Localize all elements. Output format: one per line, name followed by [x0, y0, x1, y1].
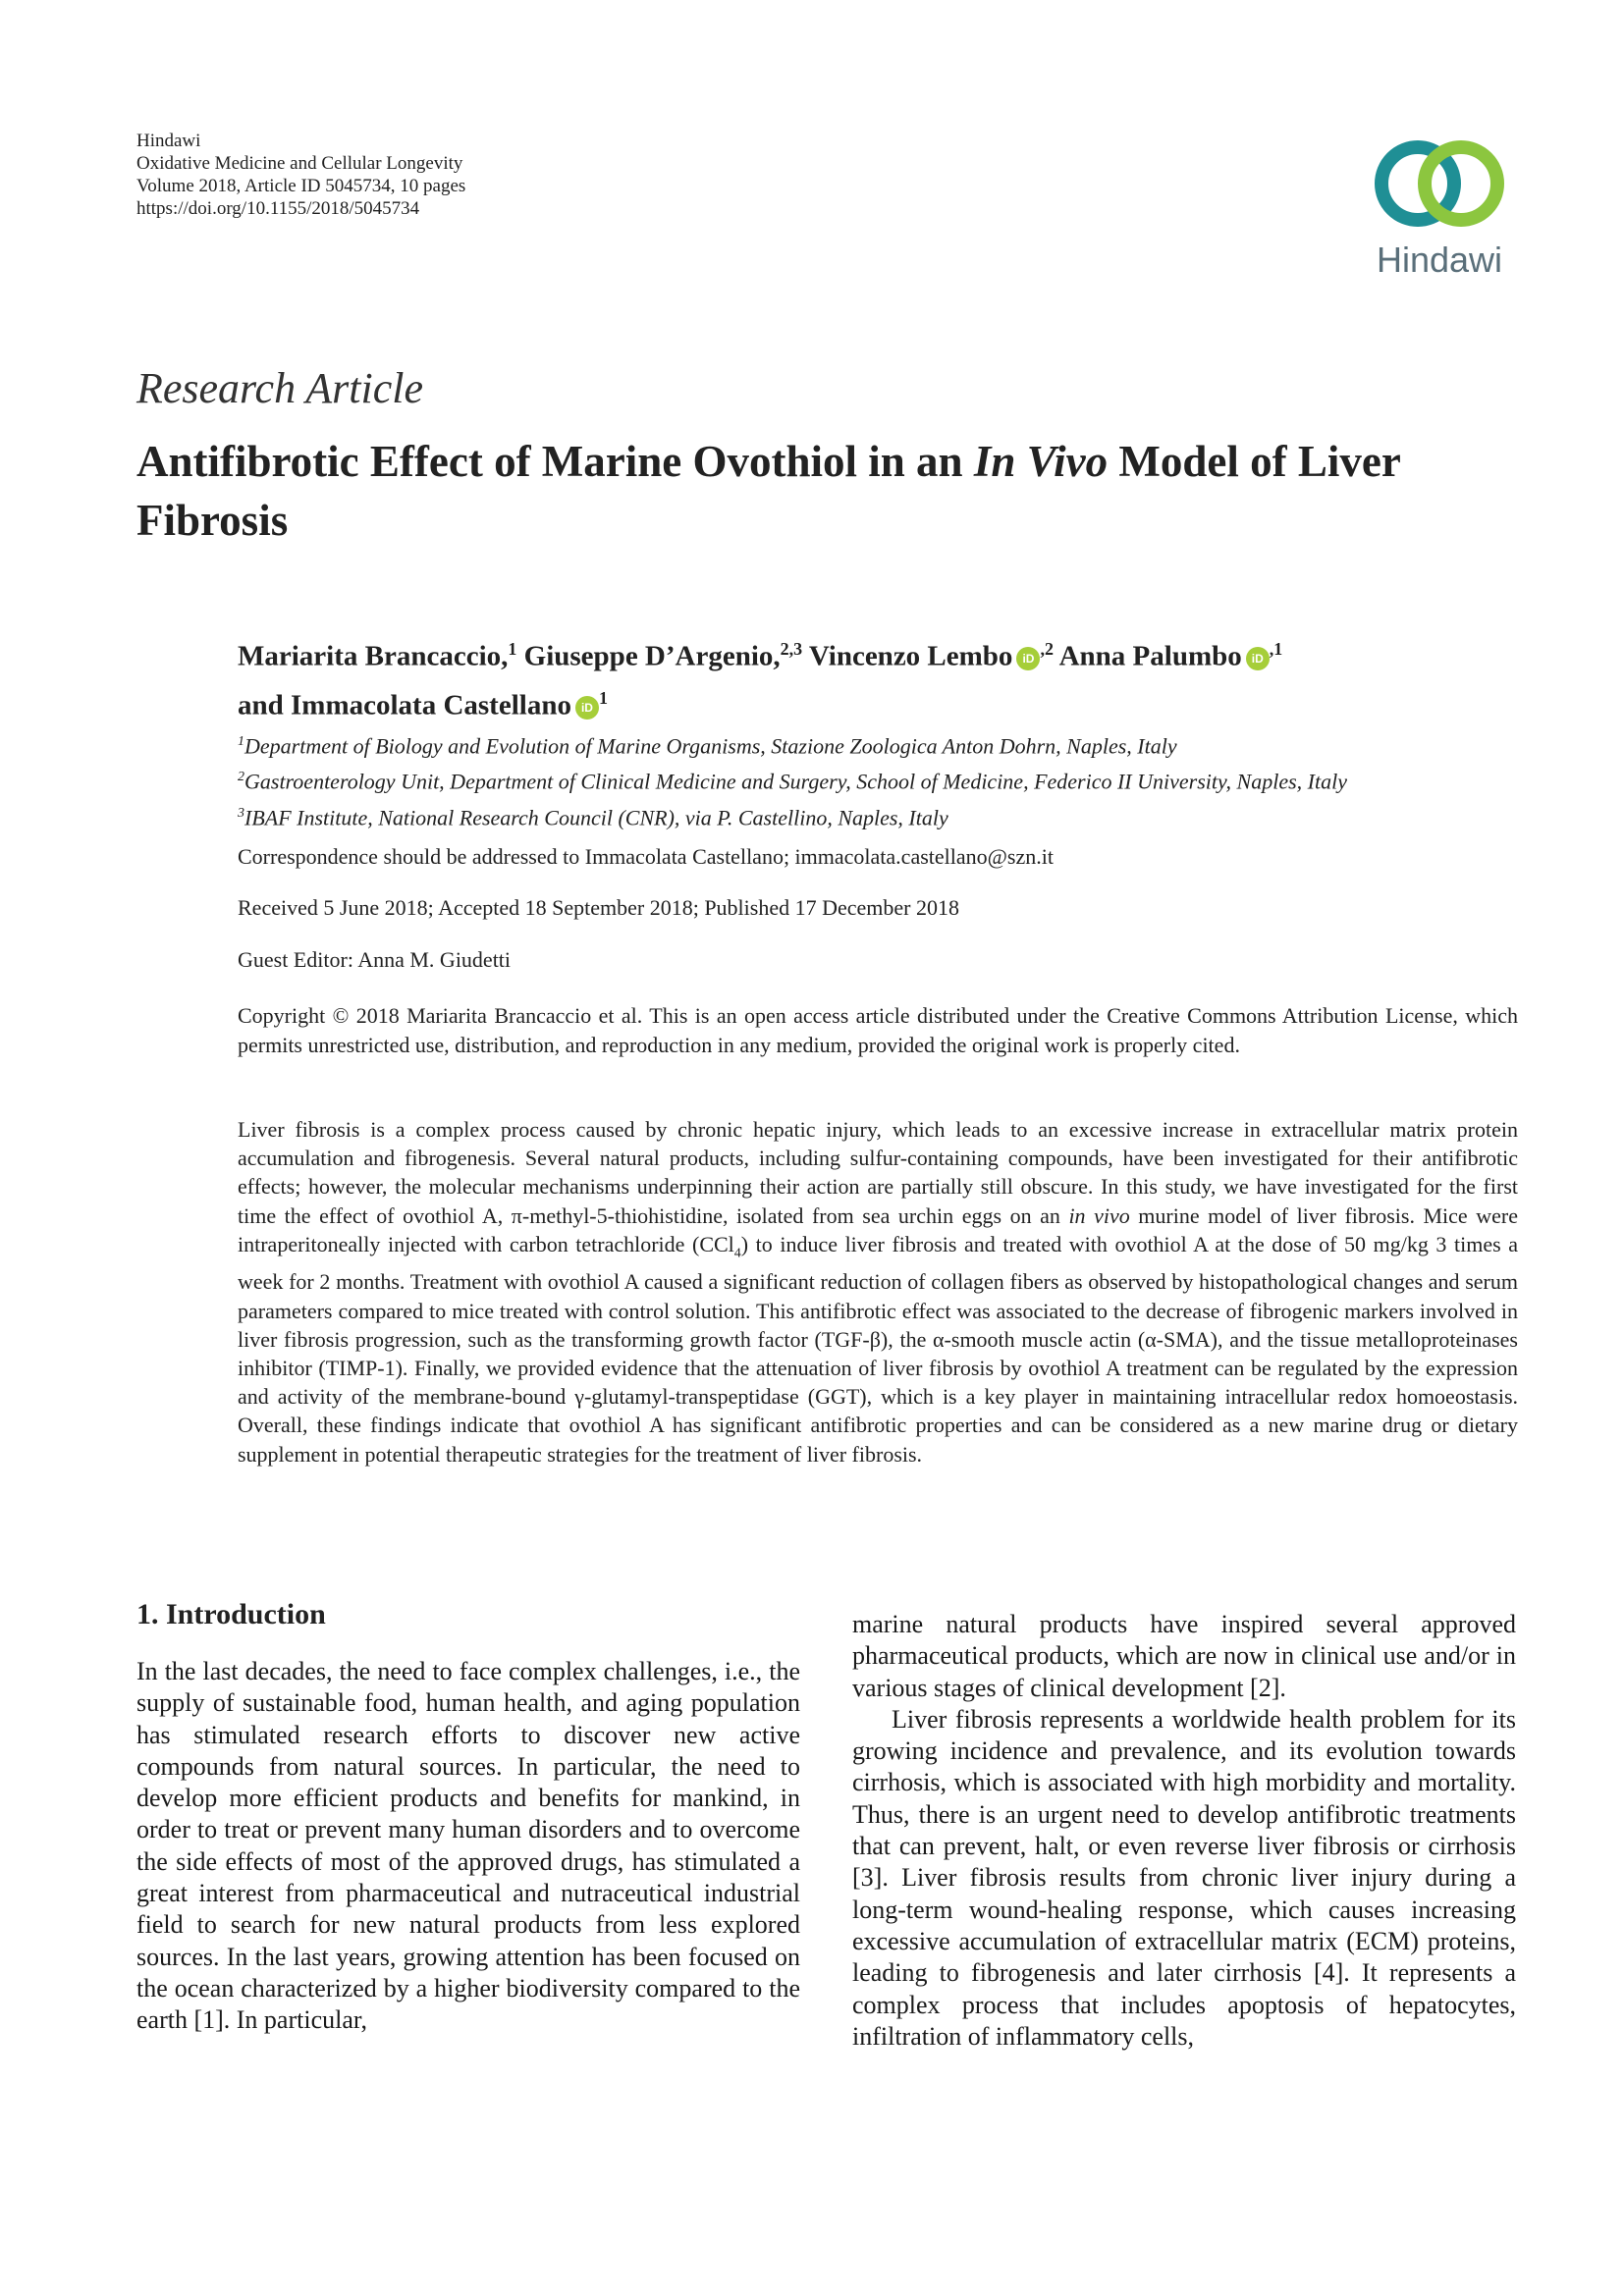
orcid-icon[interactable]: iD [575, 696, 599, 720]
intro-column-right [852, 1609, 1516, 2053]
author-list [238, 628, 1514, 725]
affiliation-number: 2 [238, 770, 244, 785]
body-paragraph: Liver fibrosis represents a worldwide health problem for its growing incidence and prevalence, and its evolution towards cirrhosis, which is associated with high morbidity and mortality. Thus, there is an urgent need to develop antifibrotic treatments that can prevent, halt, or even reverse liver fibrosis or cirrhosis [3]. Liver fibrosis results from chronic liver injury during a long-term wound-healing response, which causes increasing excessive accumulation of extracellular matrix (ECM) proteins, leading to fibrogenesis and later cirrhosis [4]. It represents a complex process that includes apoptosis of hepatocytes, infiltration of inflammatory cells, [852, 1704, 1516, 2051]
abstract-italic: in vivo [1068, 1202, 1130, 1228]
article-type: Research Article [136, 364, 424, 412]
author-name: Vincenzo Lembo [808, 640, 1013, 672]
abstract [238, 1115, 1518, 1468]
affiliation-text: Department of Biology and Evolution of Marine Organisms, Stazione Zoologica Anton Dohrn, Naples, Italy [244, 733, 1177, 759]
abstract-subscript: 4 [733, 1246, 741, 1261]
body-paragraph: marine natural products have inspired several approved pharmaceutical products, which are now in clinical use and/or in various stages of clinical development [2]. [852, 1610, 1516, 1702]
doi-link[interactable]: https://doi.org/10.1155/2018/5045734 [136, 198, 420, 219]
author-affiliation: 2,3 [780, 639, 803, 659]
author-affiliation: 1 [508, 639, 517, 659]
intro-column-left [136, 1656, 800, 2037]
author-name: Mariarita Brancaccio, [238, 640, 509, 672]
affiliation-list [238, 726, 1534, 833]
section-heading: 1. Introduction [136, 1598, 326, 1630]
orcid-icon[interactable]: iD [1016, 647, 1040, 670]
affiliation-item [238, 762, 1534, 797]
author-name: Giuseppe D’Argenio, [523, 640, 781, 672]
logo-wordmark: Hindawi [1376, 240, 1503, 280]
publication-dates: Received 5 June 2018; Accepted 18 September 2018; Published 17 December 2018 [238, 895, 959, 920]
hindawi-logo-icon [1357, 136, 1522, 284]
publisher-name: Hindawi [136, 131, 201, 151]
hindawi-logo [1357, 136, 1522, 284]
title-part-1: Antifibrotic Effect of Marine Ovothiol in an [136, 437, 974, 486]
orcid-icon[interactable]: iD [1246, 647, 1270, 670]
affiliation-number: 3 [238, 805, 244, 821]
body-paragraph: In the last decades, the need to face complex challenges, i.e., the supply of sustainable food, human health, and aging population has stimulated research efforts to discover new active compounds from natural sources. In particular, the need to develop more efficient products and benefits for mankind, in order to treat or prevent many human disorders and to overcome the side effects of most of the approved drugs, has stimulated a great interest from pharmaceutical and nutraceutical industrial field to search for new natural products from less explored sources. In the last years, growing attention has been focused on the ocean characterized by a higher biodiversity compared to the earth [1]. In particular, [136, 1657, 800, 2035]
author-name: and Immacolata Castellano [238, 689, 571, 721]
title-part-2: Model of Liver Fibrosis [136, 437, 1400, 545]
author-affiliation: ,1 [1269, 639, 1283, 659]
guest-editor: Guest Editor: Anna M. Giudetti [238, 947, 512, 972]
correspondence-line: Correspondence should be addressed to Immacolata Castellano; immacolata.castellano@szn.it [238, 844, 1054, 869]
abstract-text: ) to induce liver fibrosis and treated with ovothiol A at the dose of 50 mg/kg 3 times a week for 2 months. Treatment with ovothiol A caused a significant reduction of collagen fibers as observed by histopathological changes and serum parameters compared to mice treated with control solution. This antifibrotic effect was associated to the decrease of fibrogenic markers involved in liver fibrosis progression, such as the transforming growth factor (TGF-β), the α-smooth muscle actin (α-SMA), and the tissue metalloproteinases inhibitor (TIMP-1). Finally, we provided evidence that the attenuation of liver fibrosis by ovothiol A treatment can be regulated by the expression and activity of the membrane-bound γ-glutamyl-transpeptidase (GGT), which is a key player in maintaining intracellular redox homoeostasis. Overall, these findings indicate that ovothiol A has significant antifibrotic properties and can be considered as a new marine drug or dietary supplement in potential therapeutic strategies for the treatment of liver fibrosis. [238, 1231, 1518, 1467]
author-name: Anna Palumbo [1058, 640, 1242, 672]
author-affiliation: ,2 [1040, 639, 1054, 659]
journal-name: Oxidative Medicine and Cellular Longevity [136, 153, 463, 174]
affiliation-text: IBAF Institute, National Research Council (CNR), via P. Castellino, Naples, Italy [244, 804, 948, 829]
copyright-notice: Copyright © 2018 Mariarita Brancaccio et al. This is an open access article distributed under the Creative Commons Attribution License, which permits unrestricted use, distribution, and reproduction in any medium, provided the original work is properly cited. [238, 1003, 1518, 1057]
abstract-text: Liver fibrosis is a complex process caused by chronic hepatic injury, which leads to an excessive increase in extracellular matrix protein accumulation and fibrogenesis. Several natural products, including sulfur-containing compounds, have been investigated for their antifibrotic effects; however, the molecular mechanisms underpinning their action are partially still obscure. In this study, we have investigated for the first time the effect of ovothiol A, π-methyl-5-thiohistidine, isolated from sea urchin eggs on an [238, 1117, 1518, 1228]
abstract-text: murine model of liver fibrosis. Mice were intraperitoneally injected with carbon tetrachloride (CCl [238, 1202, 1518, 1256]
affiliation-text: Gastroenterology Unit, Department of Clinical Medicine and Surgery, School of Medicine, Federico II University, Naples, Italy [244, 769, 1347, 794]
affiliation-item [238, 726, 1534, 762]
title-italic: In Vivo [973, 437, 1109, 486]
affiliation-number: 1 [238, 734, 244, 749]
affiliation-item [238, 798, 1534, 833]
article-title [136, 432, 1511, 550]
journal-header [136, 130, 465, 220]
volume-info: Volume 2018, Article ID 5045734, 10 pages [136, 176, 466, 196]
author-affiliation: 1 [598, 687, 608, 708]
